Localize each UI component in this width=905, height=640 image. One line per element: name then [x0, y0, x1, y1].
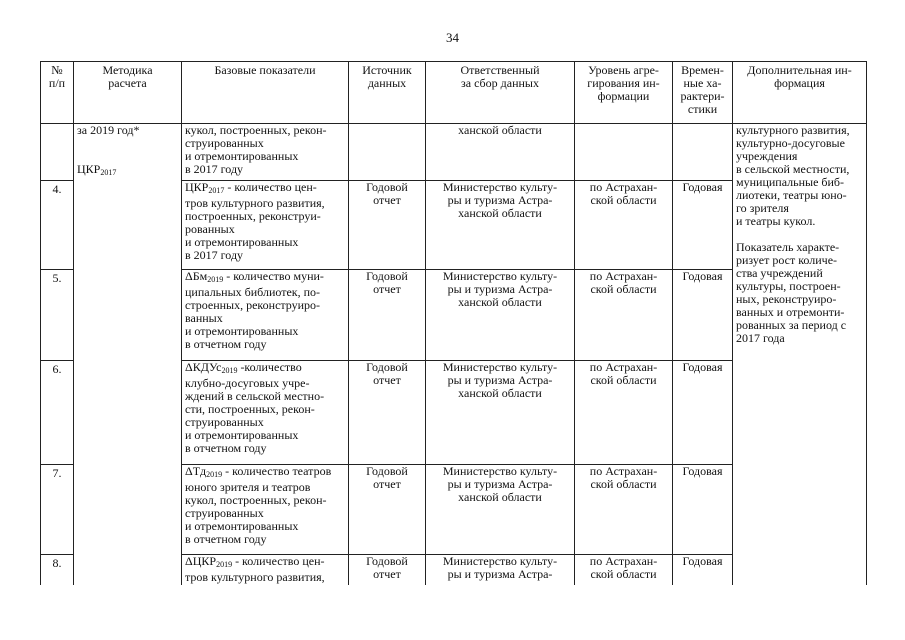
row-number-cell — [41, 124, 74, 181]
row-number: 4. — [41, 181, 74, 270]
responsible-cell: Министерство культу- ры и туризма Астра- ханской области — [426, 270, 575, 361]
time-cell: Годовая — [673, 465, 733, 555]
page-number: 34 — [446, 30, 459, 45]
responsible-cell: Министерство культу- ры и туризма Астра- ханской области — [426, 465, 575, 555]
source-cell: Годовой отчет — [349, 181, 426, 270]
time-cell: Годовая — [673, 181, 733, 270]
responsible-cell: Министерство культу- ры и туризма Астра- ханской области — [426, 361, 575, 465]
time-cell: Годовая — [673, 555, 733, 585]
base-indicator-cell: $ЦКР_{2017}$ - количество цен- тров культурного развития, построенных, реконструи- рованных и отремонтированных в 2017 году — [182, 181, 349, 270]
base-indicator-cell: $\Delta ЦКР_{2019}$ - количество цен- тров культурного развития, — [182, 555, 349, 585]
method-cell — [74, 270, 182, 361]
level-cell: по Астрахан- ской области — [575, 465, 673, 555]
table-row — [41, 124, 867, 181]
header-number: № п/п — [41, 62, 74, 124]
source-cell — [349, 124, 426, 181]
base-indicator-cell: ΔТд$_{2019}$ - количество театров юного зрителя и театров кукол, построенных, рекон- струированных и отремонтированных в отчетном году — [182, 465, 349, 555]
base-indicator-cell: кукол, построенных, рекон- струированных и отремонтированных в 2017 году — [182, 124, 349, 181]
level-cell: по Астрахан- ской области — [575, 181, 673, 270]
row-number: 5. — [41, 270, 74, 361]
header-responsible: Ответственный за сбор данных — [426, 62, 575, 124]
header-additional-info: Дополнительная ин- формация — [733, 62, 867, 124]
method-period: за 2019 год* — [77, 123, 140, 137]
indicator-table — [40, 61, 867, 585]
base-indicator-cell: ΔКДУс$_{2019}$ -количество клубно-досуговых учре- ждений в сельской местно- сти, построенных, рекон- струированных и отремонтированных в отчетном году — [182, 361, 349, 465]
method-cell — [74, 124, 182, 270]
responsible-cell: ханской области — [426, 124, 575, 181]
responsible-cell: Министерство культу- ры и туризма Астра- — [426, 555, 575, 585]
level-cell: по Астрахан- ской области — [575, 270, 673, 361]
level-cell — [575, 124, 673, 181]
method-cell — [74, 555, 182, 585]
table-header-row — [41, 62, 867, 124]
row-number: 6. — [41, 361, 74, 465]
source-cell: Годовой отчет — [349, 361, 426, 465]
header-time-characteristics: Времен- ные ха- рактери- стики — [673, 62, 733, 124]
method-cell — [74, 361, 182, 465]
method-formula-term: $ЦКР_{2017}$ — [77, 162, 117, 177]
header-base-indicators: Базовые показатели — [182, 62, 349, 124]
time-cell: Годовая — [673, 361, 733, 465]
row-number: 8. — [41, 555, 74, 585]
time-cell — [673, 124, 733, 181]
base-indicator-cell: ΔБм$_{2019}$ - количество муни- ципальных библиотек, по- строенных, реконструиро- ванных и отремонтированных в отчетном году — [182, 270, 349, 361]
header-aggregation-level: Уровень агре- гирования ин- формации — [575, 62, 673, 124]
header-method: Методика расчета — [74, 62, 182, 124]
level-cell: по Астрахан- ской области — [575, 361, 673, 465]
source-cell: Годовой отчет — [349, 465, 426, 555]
row-number: 7. — [41, 465, 74, 555]
time-cell: Годовая — [673, 270, 733, 361]
source-cell: Годовой отчет — [349, 555, 426, 585]
level-cell: по Астрахан- ской области — [575, 555, 673, 585]
header-data-source: Источник данных — [349, 62, 426, 124]
source-cell: Годовой отчет — [349, 270, 426, 361]
method-cell — [74, 465, 182, 555]
responsible-cell: Министерство культу- ры и туризма Астра- ханской области — [426, 181, 575, 270]
additional-info-cell: культурного развития, культурно-досуговые учреждения в сельской местности, муниципальные биб- лиотеки, театры юно- го зрителя и театры кукол. Показатель характе- ризует рост количе- ства учреждений культуры, построен- ных, реконструиро- ванных и отремонти- рованных за период с 2017 года — [733, 124, 867, 585]
